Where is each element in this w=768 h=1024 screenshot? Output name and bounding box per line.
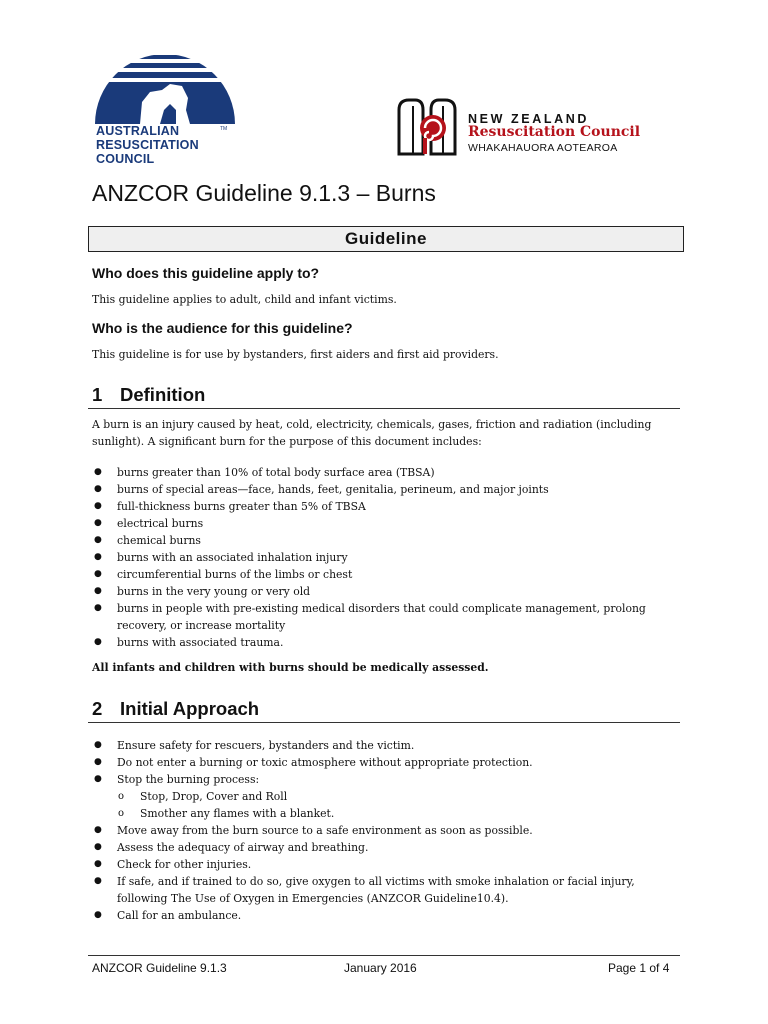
arc-logo-line: COUNCIL [96, 152, 155, 166]
list-item: ● burns of special areas—face, hands, feet, genitalia, perineum, and major joints [94, 483, 549, 496]
stop-burning-sublist [92, 788, 682, 822]
list-item: ● If safe, and if trained to do so, give oxygen to all victims with smoke inhalation or facial injury, following The Use of Oxygen in Emergencies (ANZCOR Guideline10.4). [94, 875, 635, 905]
arc-logo-line: RESUSCITATION [96, 138, 199, 152]
list-item: ● burns in the very young or very old [94, 585, 311, 598]
page-title: ANZCOR Guideline 9.1.3 – Burns [92, 180, 436, 206]
initial-approach-list-continued [92, 822, 682, 924]
significant-burns-list [92, 464, 682, 651]
section-heading-initial-approach [92, 698, 259, 720]
list-item: ● full-thickness burns greater than 5% of TBSA [94, 500, 366, 513]
list-item: ● burns with an associated inhalation injury [94, 551, 348, 564]
footer-divider [88, 955, 680, 956]
arc-logo-line: AUSTRALIAN [96, 124, 180, 138]
section-divider [88, 408, 680, 409]
list-item: ● Stop the burning process: [94, 773, 260, 786]
section-divider [88, 722, 680, 723]
footer-date: January 2016 [344, 961, 417, 975]
list-item: ● electrical burns [94, 517, 204, 530]
initial-approach-list [92, 737, 682, 788]
guideline-banner: Guideline [88, 226, 684, 252]
nz-resuscitation-council-logo [393, 96, 463, 158]
nz-logo-line1: NEW ZEALAND [468, 112, 589, 126]
paragraph-line: A burn is an injury caused by heat, cold, electricity, chemicals, gases, friction and radiation (including [92, 418, 652, 431]
question-audience: Who is the audience for this guideline? [92, 320, 353, 336]
list-item: ● Check for other injuries. [94, 858, 252, 871]
section-title: Initial Approach [120, 698, 260, 719]
list-item: ● Call for an ambulance. [94, 909, 242, 922]
nz-logo-line3: WHAKAHAUORA AOTEAROA [468, 142, 618, 154]
question-applies-to: Who does this guideline apply to? [92, 265, 320, 281]
nz-logo-line2: Resuscitation Council [468, 124, 641, 140]
paragraph-line: sunlight). A significant burn for the purpose of this document includes: [92, 435, 482, 448]
answer-applies-to: This guideline applies to adult, child and infant victims. [92, 293, 397, 306]
answer-audience: This guideline is for use by bystanders, first aiders and first aid providers. [92, 348, 499, 361]
medical-assessment-note: All infants and children with burns should be medically assessed. [92, 661, 489, 674]
section-title: Definition [120, 384, 206, 405]
sub-list-item: o Smother any flames with a blanket. [118, 807, 335, 820]
list-item: ● circumferential burns of the limbs or chest [94, 568, 353, 581]
list-item: ● Ensure safety for rescuers, bystanders and the victim. [94, 739, 415, 752]
list-item: ● Move away from the burn source to a safe environment as soon as possible. [94, 824, 533, 837]
arc-logo-text [96, 124, 199, 166]
sub-list-item: o Stop, Drop, Cover and Roll [118, 790, 288, 803]
list-item: ● burns with associated trauma. [94, 636, 284, 649]
list-item: ● Assess the adequacy of airway and breathing. [94, 841, 369, 854]
section-heading-definition [92, 384, 205, 406]
list-item: ● burns in people with pre-existing medical disorders that could complicate management, prolong recovery, or increase mortality [94, 602, 646, 632]
list-item: ● chemical burns [94, 534, 201, 547]
footer-page-number: Page 1 of 4 [608, 961, 670, 975]
list-item: ● burns greater than 10% of total body surface area (TBSA) [94, 466, 435, 479]
list-item: ● Do not enter a burning or toxic atmosphere without appropriate protection. [94, 756, 533, 769]
trademark-mark: TM [220, 126, 228, 132]
definition-paragraph [92, 416, 682, 450]
section-number: 1 [92, 384, 103, 405]
footer-doc-id: ANZCOR Guideline 9.1.3 [92, 961, 227, 975]
section-number: 2 [92, 698, 103, 719]
